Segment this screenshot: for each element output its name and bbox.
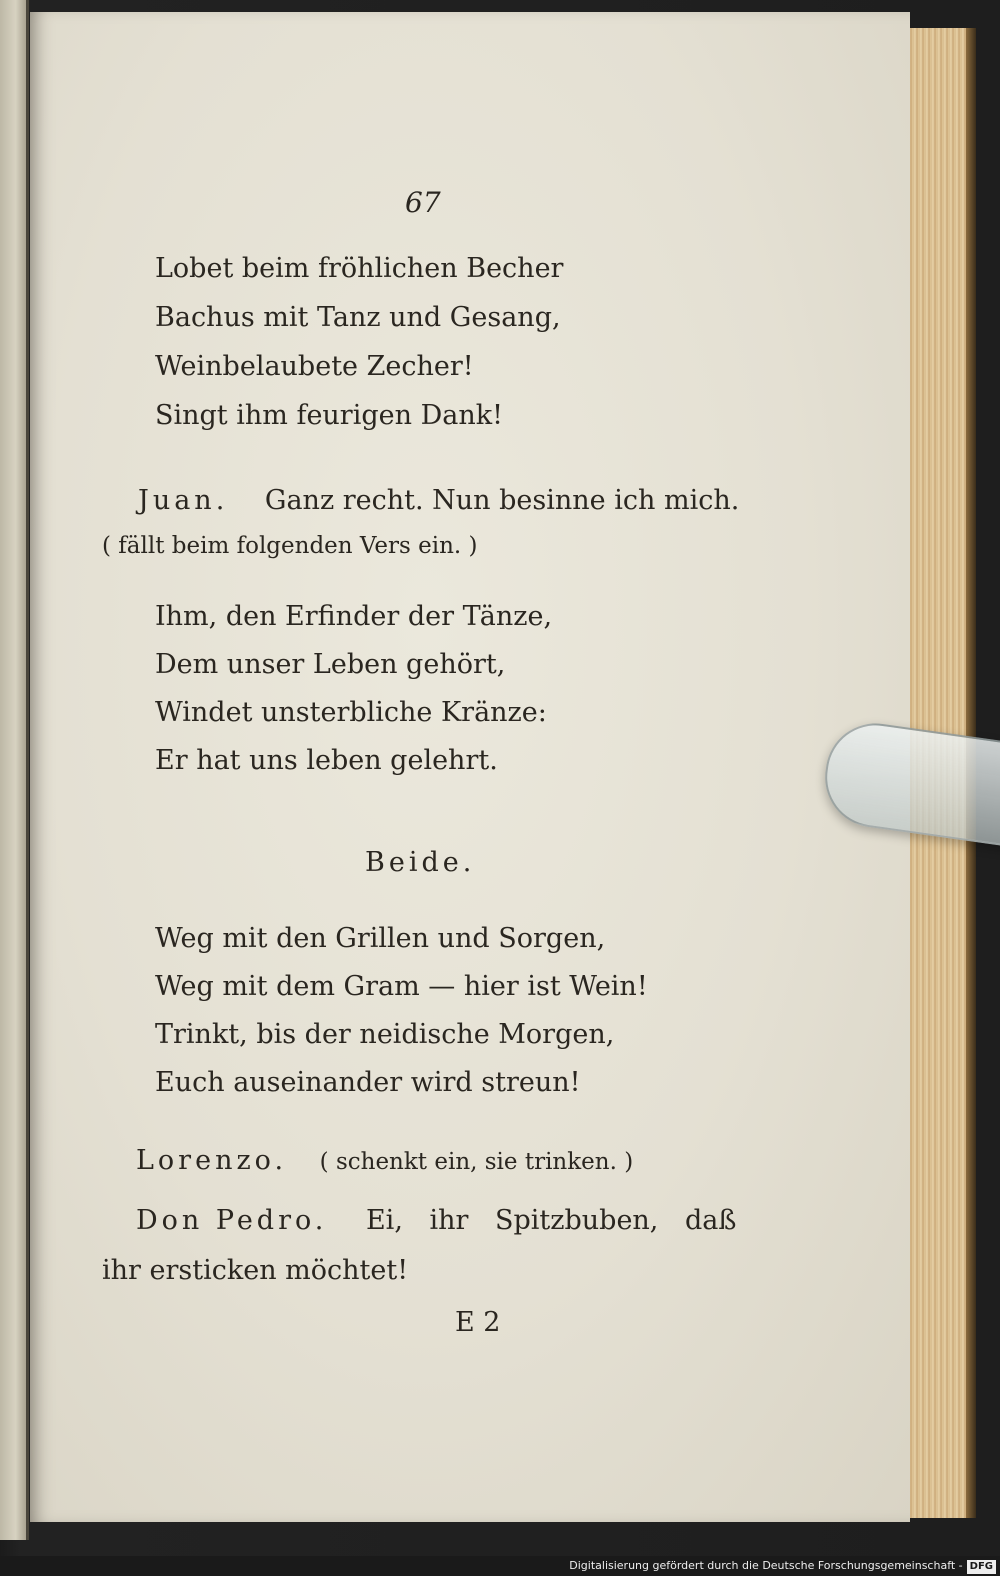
verse-line: Bachus mit Tanz und Gesang,	[155, 302, 561, 333]
digitization-credit	[0, 1556, 1000, 1576]
verse-line: Trinkt, bis der neidische Morgen,	[155, 1019, 615, 1050]
verse-line: Lobet beim fröhlichen Becher	[155, 253, 564, 284]
credit-text: Digitalisierung gefördert durch die Deutsche Forschungsgemeinschaft -	[569, 1559, 963, 1572]
speaker-juan: Juan.	[138, 485, 229, 516]
verse-line: Er hat uns leben gelehrt.	[155, 745, 498, 776]
verse-line: Euch auseinander wird streun!	[155, 1067, 581, 1098]
verse-line: Singt ihm feurigen Dank!	[155, 400, 503, 431]
verse-line: Ihm, den Erfinder der Tänze,	[155, 601, 553, 632]
dfg-logo: DFG	[967, 1560, 996, 1574]
page-number: 67	[405, 186, 441, 219]
verse-line: Dem unser Leben gehört,	[155, 649, 506, 680]
stage-direction: ( schenkt ein, sie trinken. )	[319, 1149, 634, 1175]
verse-line: Windet unsterbliche Kränze:	[155, 697, 547, 728]
juan-speech: Ganz recht. Nun besinne ich mich.	[264, 485, 740, 516]
verse-line: Weg mit den Grillen und Sorgen,	[155, 923, 606, 954]
verse-line: Weg mit dem Gram — hier ist Wein!	[155, 971, 648, 1002]
speech-line-lorenzo	[136, 1136, 633, 1187]
speech-line-juan	[138, 476, 739, 525]
stage-direction: ( fällt beim folgenden Vers ein. )	[102, 533, 478, 559]
verse-line: Weinbelaubete Zecher!	[155, 351, 474, 382]
pedro-speech-continued: ihr ersticken möchtet!	[102, 1255, 409, 1286]
left-page-edge	[0, 0, 29, 1540]
speech-line-pedro	[136, 1196, 736, 1245]
speaker-lorenzo: Lorenzo.	[136, 1145, 288, 1176]
printer-signature: E 2	[455, 1307, 501, 1338]
speaker-don-pedro: Don Pedro.	[136, 1205, 328, 1236]
speaker-heading-beide: Beide.	[365, 847, 476, 878]
pedro-speech: Ei, ihr Spitzbuben, daß	[365, 1205, 737, 1236]
